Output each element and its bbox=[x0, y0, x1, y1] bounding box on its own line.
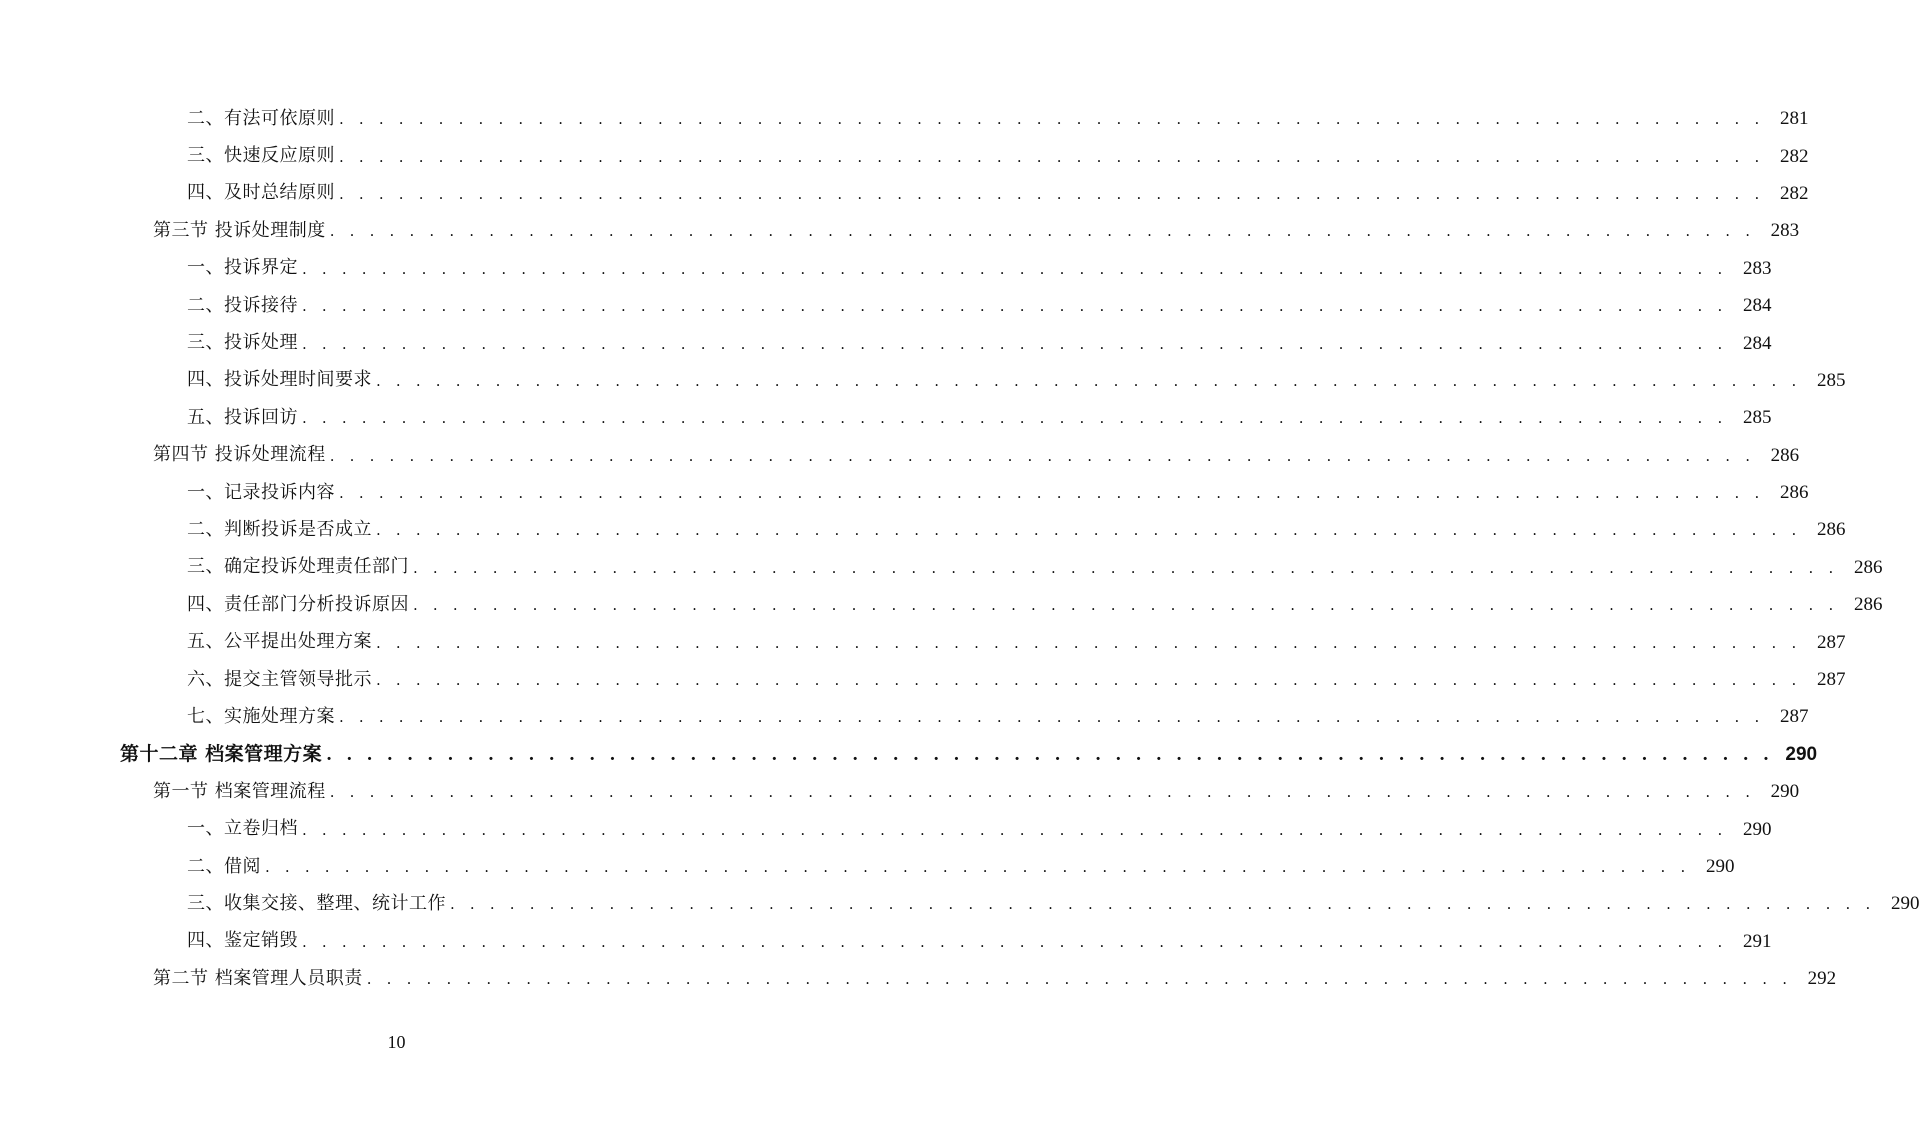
toc-page-number: 283 bbox=[1770, 220, 1800, 242]
toc-entry-title: 四、责任部门分析投诉原因 bbox=[187, 593, 409, 615]
toc-entry-title: 四、投诉处理时间要求 bbox=[187, 369, 372, 391]
toc-section-row[interactable] bbox=[0, 960, 1837, 997]
toc-dot-leader: . . . . . . . . . . . . . . . . . . . . . . . . . . . . . . . . . . . . . . . . . . . . . . . . . . . . . . . . . . . . . . . . . . . . . . . . bbox=[450, 895, 1876, 914]
toc-page-number: 284 bbox=[1742, 332, 1772, 354]
toc-page-number: 285 bbox=[1816, 369, 1846, 391]
toc-item-row[interactable] bbox=[0, 661, 1846, 698]
toc-page-number: 290 bbox=[1770, 781, 1800, 803]
toc-dot-leader: . . . . . . . . . . . . . . . . . . . . . . . . . . . . . . . . . . . . . . . . . . . . . . . . . . . . . . . . . . . . . . . . . . . . . . . . bbox=[302, 334, 1728, 353]
toc-page-number: 290 bbox=[1785, 743, 1818, 765]
toc-item-row[interactable] bbox=[0, 250, 1772, 287]
toc-page-number: 286 bbox=[1816, 519, 1846, 541]
toc-entry-title: 第三节 投诉处理制度 bbox=[153, 219, 326, 241]
toc-dot-leader: . . . . . . . . . . . . . . . . . . . . . . . . . . . . . . . . . . . . . . . . . . . . . . . . . . . . . . . . . . . . . . . . . . . . . . . . bbox=[329, 446, 1756, 465]
toc-dot-leader: . . . . . . . . . . . . . . . . . . . . . . . . . . . . . . . . . . . . . . . . . . . . . . . . . . . . . . . . . . . . . . . . . . . . . . . . bbox=[302, 409, 1728, 428]
toc-item-row[interactable] bbox=[0, 399, 1772, 436]
toc-entry-title: 二、有法可依原则 bbox=[187, 107, 335, 129]
toc-item-row[interactable] bbox=[0, 698, 1809, 735]
toc-page-number: 281 bbox=[1779, 108, 1809, 130]
toc-entry-title: 第四节 投诉处理流程 bbox=[153, 444, 326, 466]
toc-dot-leader: . . . . . . . . . . . . . . . . . . . . . . . . . . . . . . . . . . . . . . . . . . . . . . . . . . . . . . . . . . . . . . . . . . . . . . . . bbox=[376, 521, 1802, 540]
toc-dot-leader: . . . . . . . . . . . . . . . . . . . . . . . . . . . . . . . . . . . . . . . . . . . . . . . . . . . . . . . . . . . . . . . . . . . . . . . . bbox=[339, 708, 1765, 727]
toc-item-row[interactable] bbox=[0, 137, 1809, 174]
toc-dot-leader: . . . . . . . . . . . . . . . . . . . . . . . . . . . . . . . . . . . . . . . . . . . . . . . . . . . . . . . . . . . . . . . . . . . . . . . . bbox=[413, 596, 1839, 615]
toc-entry-title: 第一节 档案管理流程 bbox=[153, 780, 326, 802]
toc-page-number: 287 bbox=[1779, 706, 1809, 728]
toc-dot-leader: . . . . . . . . . . . . . . . . . . . . . . . . . . . . . . . . . . . . . . . . . . . . . . . . . . . . . . . . . . . . . . . . . . . . . . . . bbox=[366, 970, 1793, 989]
toc-chapter-row[interactable] bbox=[0, 736, 1818, 773]
toc-page-number: 282 bbox=[1779, 145, 1809, 167]
toc-section-row[interactable] bbox=[0, 212, 1800, 249]
toc-item-row[interactable] bbox=[0, 100, 1809, 137]
toc-page-number: 286 bbox=[1853, 556, 1883, 578]
toc-page-number: 290 bbox=[1742, 818, 1772, 840]
toc-page-number: 283 bbox=[1742, 257, 1772, 279]
toc-entry-title: 三、投诉处理 bbox=[187, 332, 298, 354]
table-of-contents bbox=[0, 100, 1919, 997]
toc-dot-leader: . . . . . . . . . . . . . . . . . . . . . . . . . . . . . . . . . . . . . . . . . . . . . . . . . . . . . . . . . . . . . . . . . . . . . . . . bbox=[329, 222, 1756, 241]
toc-dot-leader: . . . . . . . . . . . . . . . . . . . . . . . . . . . . . . . . . . . . . . . . . . . . . . . . . . . . . . . . . . . . . . . . . . . . . . . . bbox=[302, 259, 1728, 278]
toc-entry-title: 三、收集交接、整理、统计工作 bbox=[187, 892, 446, 914]
toc-dot-leader: . . . . . . . . . . . . . . . . . . . . . . . . . . . . . . . . . . . . . . . . . . . . . . . . . . . . . . . . . . . . . . . . . . . . . . . . bbox=[265, 858, 1691, 876]
toc-item-row[interactable] bbox=[0, 362, 1846, 399]
toc-entry-title: 四、及时总结原则 bbox=[187, 182, 335, 204]
toc-dot-leader: . . . . . . . . . . . . . . . . . . . . . . . . . . . . . . . . . . . . . . . . . . . . . . . . . . . . . . . . . . . . . . . . . . . . . . . . bbox=[376, 633, 1802, 652]
toc-item-row[interactable] bbox=[0, 474, 1809, 511]
toc-dot-leader: . . . . . . . . . . . . . . . . . . . . . . . . . . . . . . . . . . . . . . . . . . . . . . . . . . . . . . . . . . . . . . . . . . . . . . . . bbox=[302, 932, 1728, 951]
toc-entry-title: 五、公平提出处理方案 bbox=[187, 631, 372, 653]
toc-dot-leader: . . . . . . . . . . . . . . . . . . . . . . . . . . . . . . . . . . . . . . . . . . . . . . . . . . . . . . . . . . . . . . . . . . . . . . . . bbox=[302, 820, 1728, 839]
toc-page-number: 292 bbox=[1807, 968, 1837, 990]
toc-dot-leader: . . . . . . . . . . . . . . . . . . . . . . . . . . . . . . . . . . . . . . . . . . . . . . . . . . . . . . . . . . . . . . . . . . . . . . . . bbox=[376, 671, 1802, 690]
toc-page-number: 290 bbox=[1890, 893, 1919, 915]
toc-page-number: 290 bbox=[1705, 856, 1735, 877]
toc-dot-leader: . . . . . . . . . . . . . . . . . . . . . . . . . . . . . . . . . . . . . . . . . . . . . . . . . . . . . . . . . . . . . . . . . . . . . . . . bbox=[339, 184, 1765, 203]
toc-dot-leader: . . . . . . . . . . . . . . . . . . . . . . . . . . . . . . . . . . . . . . . . . . . . . . . . . . . . . . . . . . . . . . . . . . . . . . . . bbox=[329, 783, 1756, 802]
toc-entry-title: 七、实施处理方案 bbox=[187, 705, 335, 727]
toc-page-number: 287 bbox=[1816, 631, 1846, 653]
toc-entry-title: 二、投诉接待 bbox=[187, 294, 298, 316]
toc-item-row[interactable] bbox=[0, 549, 1883, 586]
toc-dot-leader: . . . . . . . . . . . . . . . . . . . . . . . . . . . . . . . . . . . . . . . . . . . . . . . . . . . . . . . . . . . . . . . . . . . . . . . . bbox=[302, 297, 1728, 316]
toc-item-row[interactable] bbox=[0, 810, 1772, 847]
page-number-footer: 10 bbox=[387, 1032, 406, 1052]
toc-item-row[interactable] bbox=[0, 511, 1846, 548]
toc-page-number: 286 bbox=[1770, 444, 1800, 466]
toc-entry-title: 六、提交主管领导批示 bbox=[187, 668, 372, 690]
toc-dot-leader: . . . . . . . . . . . . . . . . . . . . . . . . . . . . . . . . . . . . . . . . . . . . . . . . . . . . . . . . . . . . . . . . . . . . . . . . bbox=[413, 558, 1839, 577]
toc-page-number: 286 bbox=[1853, 594, 1883, 616]
toc-entry-title: 二、判断投诉是否成立 bbox=[187, 518, 372, 540]
toc-item-row[interactable] bbox=[0, 848, 1735, 885]
toc-page-number: 285 bbox=[1742, 407, 1772, 429]
toc-item-row[interactable] bbox=[0, 287, 1772, 324]
toc-section-row[interactable] bbox=[0, 437, 1800, 474]
toc-entry-title: 三、确定投诉处理责任部门 bbox=[187, 556, 409, 578]
toc-page-number: 284 bbox=[1742, 295, 1772, 317]
toc-entry-title: 一、立卷归档 bbox=[187, 818, 298, 840]
toc-entry-title: 一、记录投诉内容 bbox=[187, 481, 335, 503]
toc-entry-title: 二、借阅 bbox=[187, 855, 261, 877]
toc-entry-title: 四、鉴定销毁 bbox=[187, 930, 298, 952]
toc-item-row[interactable] bbox=[0, 923, 1772, 960]
toc-entry-title: 第十二章 档案管理方案 bbox=[120, 742, 323, 765]
toc-dot-leader: . . . . . . . . . . . . . . . . . . . . . . . . . . . . . . . . . . . . . . . . . . . . . . . . . . . . . . . . . . . . . . . . . . . . . . . . bbox=[376, 371, 1802, 390]
toc-item-row[interactable] bbox=[0, 623, 1846, 660]
toc-entry-title: 三、快速反应原则 bbox=[187, 145, 335, 167]
toc-page-number: 282 bbox=[1779, 182, 1809, 204]
toc-page-number: 286 bbox=[1779, 482, 1809, 504]
toc-entry-title: 五、投诉回访 bbox=[187, 406, 298, 428]
toc-dot-leader: . . . . . . . . . . . . . . . . . . . . . . . . . . . . . . . . . . . . . . . . . . . . . . . . . . . . . . . . . . . . . . . . . . . . . . . . bbox=[339, 147, 1765, 166]
toc-item-row[interactable] bbox=[0, 586, 1883, 623]
toc-item-row[interactable] bbox=[0, 324, 1772, 361]
toc-section-row[interactable] bbox=[0, 773, 1800, 810]
toc-dot-leader: . . . . . . . . . . . . . . . . . . . . . . . . . . . . . . . . . . . . . . . . . . . . . . . . . . . . . . . . . . . . . . . . . . . . . . . . bbox=[326, 744, 1774, 765]
toc-entry-title: 一、投诉界定 bbox=[187, 257, 298, 279]
toc-item-row[interactable] bbox=[0, 885, 1919, 922]
toc-page-number: 291 bbox=[1742, 930, 1772, 952]
toc-item-row[interactable] bbox=[0, 175, 1809, 212]
toc-dot-leader: . . . . . . . . . . . . . . . . . . . . . . . . . . . . . . . . . . . . . . . . . . . . . . . . . . . . . . . . . . . . . . . . . . . . . . . . bbox=[339, 110, 1765, 129]
toc-entry-title: 第二节 档案管理人员职责 bbox=[153, 967, 363, 989]
toc-dot-leader: . . . . . . . . . . . . . . . . . . . . . . . . . . . . . . . . . . . . . . . . . . . . . . . . . . . . . . . . . . . . . . . . . . . . . . . . bbox=[339, 484, 1765, 503]
toc-page-number: 287 bbox=[1816, 669, 1846, 691]
